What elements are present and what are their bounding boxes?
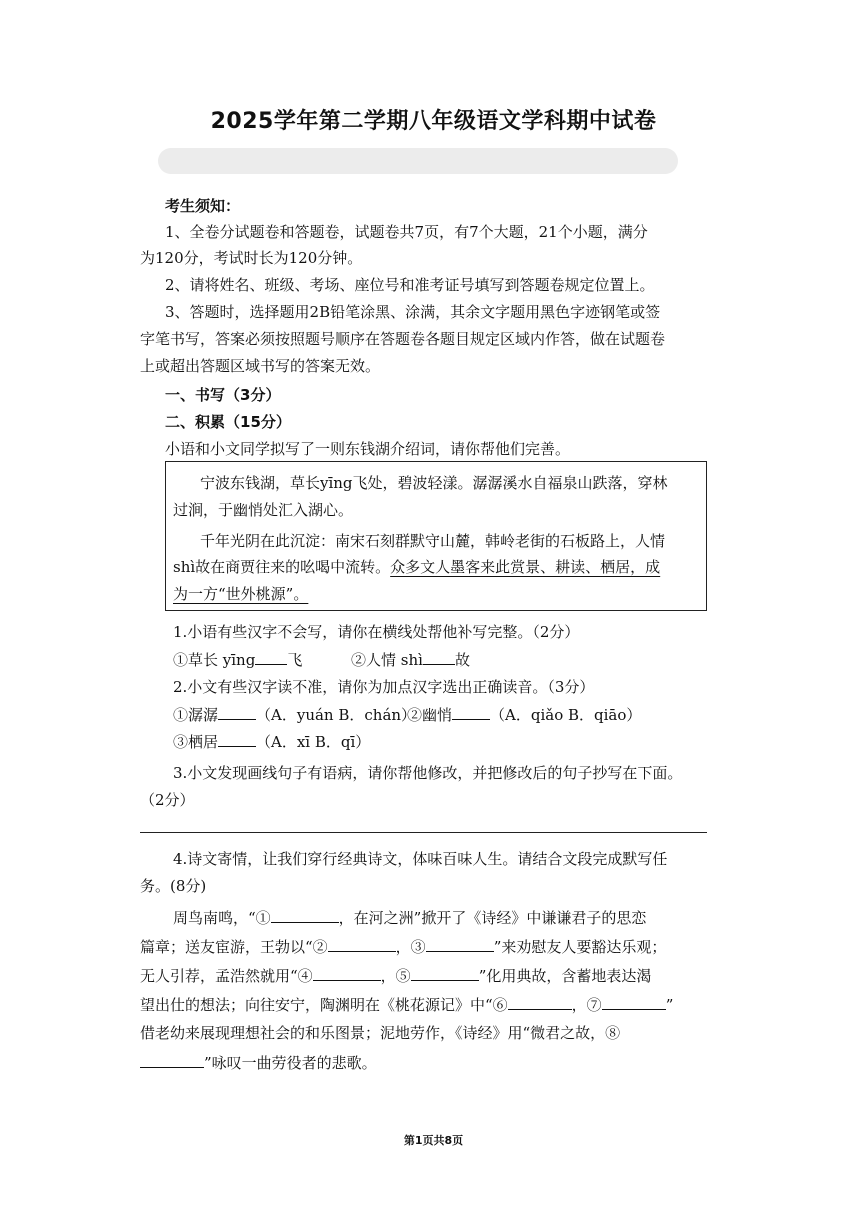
answer-blank[interactable] xyxy=(426,937,494,952)
section-heading: 一、书写（3分） xyxy=(165,386,281,404)
question-1: 1.小语有些汉字不会写，请你在横线处帮他补写完整。（2分） xyxy=(173,623,580,641)
question-4: 务。(8分) xyxy=(140,877,207,895)
underlined-sentence: 为一方“世外桃源”。 xyxy=(173,585,309,603)
options: （A．yuán B．chán） xyxy=(256,706,417,724)
notice-line: 1、全卷分试题卷和答题卷，试题卷共7页，有7个大题，21个小题，满分 xyxy=(165,223,648,241)
answer-blank[interactable] xyxy=(411,966,479,981)
text: ，在河之洲”掀开了《诗经》中谦谦君子的思恋 xyxy=(338,909,647,927)
answer-line[interactable] xyxy=(140,832,707,833)
options: （A．qiǎo B．qiāo） xyxy=(490,706,642,724)
answer-blank[interactable] xyxy=(328,937,396,952)
recitation-line xyxy=(140,966,651,986)
passage-line xyxy=(173,558,660,577)
answer-blank[interactable] xyxy=(140,1053,204,1068)
text: ，⑦ xyxy=(571,996,602,1014)
item-label: ②人情 shì xyxy=(351,651,423,669)
text: 望出仕的想法；向往安宁，陶渊明在《桃花源记》中“⑥ xyxy=(140,996,508,1014)
recitation-line xyxy=(140,1053,377,1073)
passage-text: shì故在商贾往来的吆喝中流转。 xyxy=(173,558,391,576)
answer-blank[interactable] xyxy=(602,995,666,1010)
passage-line: 过涧，于幽悄处汇入湖心。 xyxy=(173,501,354,519)
item-label: 故 xyxy=(454,651,470,669)
question-2-item-a xyxy=(173,705,416,725)
question-2-item-b xyxy=(407,705,641,725)
recitation-line xyxy=(140,937,666,957)
section-heading: 二、积累（15分） xyxy=(165,413,291,431)
answer-blank[interactable] xyxy=(218,732,256,747)
recitation-line xyxy=(140,995,673,1015)
item-label: ②幽悄 xyxy=(407,706,453,724)
answer-blank[interactable] xyxy=(508,995,572,1010)
options: （A．xī B．qī） xyxy=(256,733,371,751)
passage-line: 千年光阴在此沉淀：南宋石刻群默守山麓，韩岭老街的石板路上，人情 xyxy=(200,532,666,550)
notice-line: 2、请将姓名、班级、考场、座位号和准考证号填写到答题卷规定位置上。 xyxy=(165,276,655,294)
answer-blank[interactable] xyxy=(218,705,256,720)
underlined-sentence: 众多文人墨客来此赏景、耕读、栖居，成 xyxy=(390,558,661,576)
text: ，③ xyxy=(395,938,426,956)
scan-smudge xyxy=(158,148,678,174)
text: ”来劝慰友人要豁达乐观； xyxy=(493,938,667,956)
answer-blank[interactable] xyxy=(255,650,287,665)
question-1-item-a xyxy=(173,650,302,670)
item-label: 飞 xyxy=(287,651,303,669)
item-label: ①草长 yīng xyxy=(173,651,256,669)
notice-heading: 考生须知： xyxy=(165,197,241,215)
question-1-item-b xyxy=(351,650,470,670)
text: 篇章；送友宦游，王勃以“② xyxy=(140,938,328,956)
answer-blank[interactable] xyxy=(423,650,455,665)
notice-line: 3、答题时，选择题用2B铅笔涂黑、涂满，其余文字题用黑色字迹钢笔或签 xyxy=(165,303,661,321)
question-intro: 小语和小文同学拟写了一则东钱湖介绍词，请你帮他们完善。 xyxy=(165,440,571,458)
item-label: ①潺潺 xyxy=(173,706,219,724)
recitation-line: 借老幼来展现理想社会的和乐图景；泥地劳作，《诗经》用“微君之故，⑧ xyxy=(140,1024,621,1042)
passage-line: 宁波东钱湖，草长yīng飞处，碧波轻漾。潺潺溪水自福泉山跌落，穿林 xyxy=(200,474,668,492)
question-3: 3.小文发现画线句子有语病，请你帮他修改，并把修改后的句子抄写在下面。 xyxy=(173,764,683,782)
answer-blank[interactable] xyxy=(313,966,381,981)
question-2: 2.小文有些汉字读不准，请你为加点汉字选出正确读音。（3分） xyxy=(173,678,595,696)
text: 周鸟南鸣，“① xyxy=(173,909,271,927)
notice-line: 字笔书写，答案必须按照题号顺序在答题卷各题目规定区域内作答，做在试题卷 xyxy=(140,330,666,348)
answer-blank[interactable] xyxy=(271,908,339,923)
notice-line: 上或超出答题区域书写的答案无效。 xyxy=(140,357,381,375)
item-label: ③栖居 xyxy=(173,733,219,751)
notice-line: 为120分，考试时长为120分钟。 xyxy=(140,249,363,267)
page-footer: 第1页共8页 xyxy=(403,1134,464,1147)
text: ”咏叹一曲劳役者的悲歌。 xyxy=(204,1054,377,1072)
question-3-score: （2分） xyxy=(140,791,195,809)
text: ”化用典故，含蓄地表达渴 xyxy=(478,967,652,985)
recitation-line xyxy=(173,908,646,928)
text: ” xyxy=(665,996,674,1014)
page-title: 2025学年第二学期八年级语文学科期中试卷 xyxy=(210,109,657,134)
text: 无人引荐，孟浩然就用“④ xyxy=(140,967,313,985)
text: ，⑤ xyxy=(380,967,411,985)
question-4: 4.诗文寄情，让我们穿行经典诗文，体味百味人生。请结合文段完成默写任 xyxy=(173,850,668,868)
answer-blank[interactable] xyxy=(452,705,490,720)
question-2-item-c xyxy=(173,732,370,752)
